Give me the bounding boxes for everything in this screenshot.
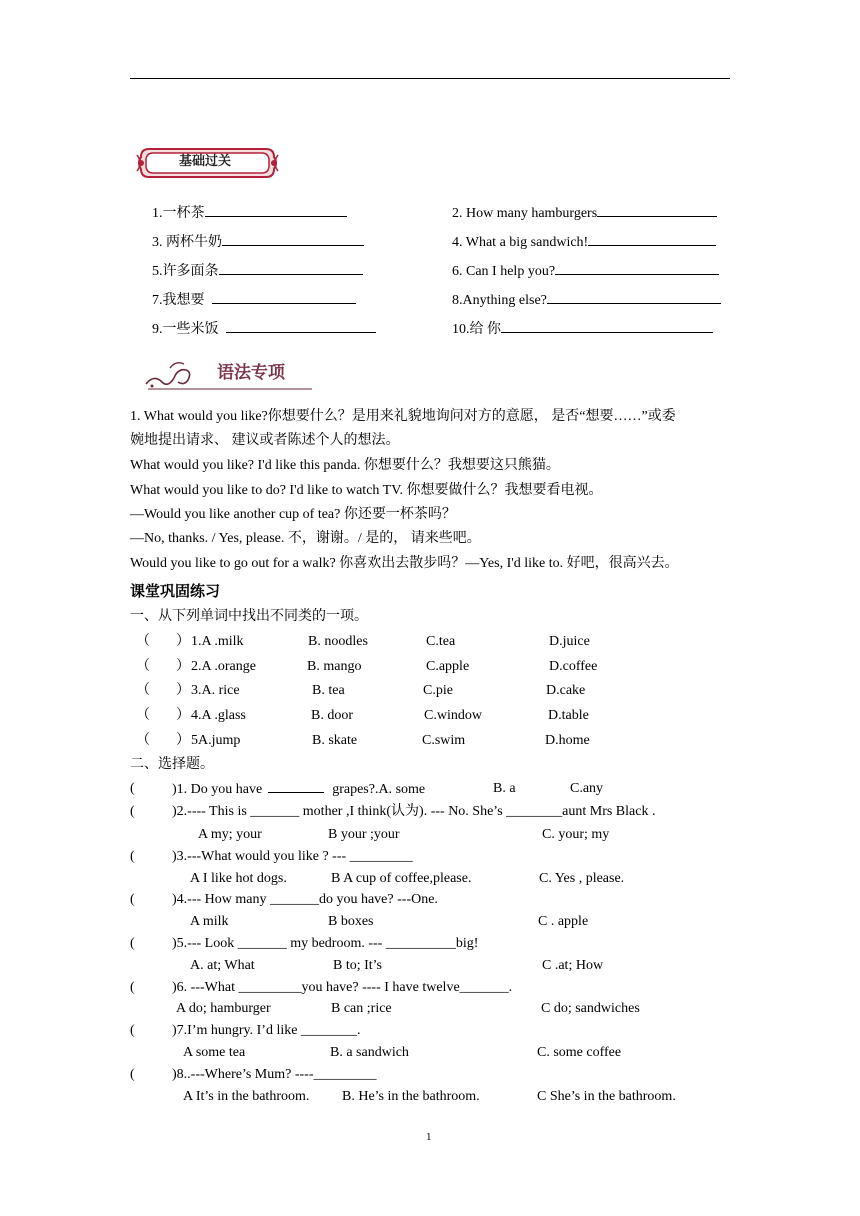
- question-text: grapes?.A. some: [332, 782, 426, 797]
- basic-item-4: [452, 233, 716, 252]
- answer-blank[interactable]: [588, 233, 716, 246]
- option-d: D.coffee: [549, 659, 598, 674]
- option-b: B to; It’s: [333, 958, 383, 973]
- question-3-text: )3.---What would you like ? --- _________: [172, 849, 413, 864]
- answer-paren-close: ）: [176, 733, 190, 748]
- answer-blank[interactable]: [555, 262, 719, 275]
- answer-blank[interactable]: [205, 204, 347, 217]
- grammar-line: What would you like? I'd like this panda. 你想要什么？我想要这只熊猫。: [130, 458, 560, 473]
- option-c: C do; sandwiches: [541, 1001, 640, 1016]
- question-text: )1. Do you have: [172, 782, 263, 797]
- answer-paren-open[interactable]: (: [130, 781, 135, 796]
- basic-item-6: [452, 262, 719, 281]
- option-c: C . apple: [538, 914, 589, 929]
- basic-item-10: [452, 320, 713, 339]
- option-b: B your ;your: [328, 827, 400, 842]
- answer-paren-close: ）: [176, 683, 190, 698]
- grammar-line: 婉地提出请求、 建议或者陈述个人的想法。: [130, 433, 400, 448]
- basic-item-3: [152, 233, 364, 252]
- option-b: B A cup of coffee,please.: [331, 871, 472, 886]
- option-c: C.tea: [426, 634, 456, 649]
- option-a: 1.A .milk: [191, 634, 244, 649]
- answer-paren-open[interactable]: (: [130, 892, 135, 907]
- section-grammar-badge: [140, 356, 315, 392]
- option-c: C.apple: [426, 659, 470, 674]
- answer-blank[interactable]: [222, 233, 364, 246]
- answer-blank[interactable]: [212, 291, 356, 304]
- option-b: B. door: [311, 708, 353, 723]
- grammar-line: —Would you like another cup of tea? 你还要一杯茶吗？: [130, 507, 456, 522]
- basic-item-7: [152, 291, 356, 310]
- section-basic-badge: [135, 141, 280, 185]
- basic-item-text: 3. 两杯牛奶: [152, 235, 222, 250]
- option-b: B can ;rice: [331, 1001, 392, 1016]
- question-6-text: )6. ---What _________you have? ---- I have twelve_______.: [172, 980, 513, 995]
- basic-item-text: 5.许多面条: [152, 264, 219, 279]
- basic-item-text: 10.给 你: [452, 322, 501, 337]
- grammar-line: —No, thanks. / Yes, please. 不，谢谢。/ 是的， 请来些吧。: [130, 531, 481, 546]
- option-c: C. your; my: [542, 827, 610, 842]
- answer-paren-close: ）: [176, 634, 190, 649]
- question-4-text: )4.--- How many _______do you have? ---One.: [172, 892, 438, 907]
- option-a: A I like hot dogs.: [190, 871, 287, 886]
- answer-paren-open[interactable]: （: [136, 634, 150, 649]
- option-a: A my; your: [198, 827, 262, 842]
- basic-item-9: [152, 320, 376, 339]
- option-b: B. noodles: [308, 634, 368, 649]
- basic-item-1: [152, 204, 347, 223]
- option-b: B boxes: [328, 914, 374, 929]
- section-basic-title: 基础过关: [179, 154, 232, 169]
- option-c: C.swim: [422, 733, 466, 748]
- option-a: A It’s in the bathroom.: [183, 1089, 310, 1104]
- question-5-text: )5.--- Look _______ my bedroom. --- __________big!: [172, 936, 479, 951]
- option-b: B. tea: [312, 683, 345, 698]
- page-number: 1: [426, 1131, 432, 1143]
- grammar-line: What would you like to do? I'd like to watch TV. 你想要做什么？我想要看电视。: [130, 483, 603, 498]
- basic-item-text: 4. What a big sandwich!: [452, 235, 589, 250]
- grammar-line: Would you like to go out for a walk? 你喜欢出去散步吗？—Yes, I'd like to. 好吧，很高兴去。: [130, 556, 679, 571]
- answer-paren-open[interactable]: (: [130, 1023, 135, 1038]
- header-rule: [130, 78, 730, 79]
- answer-paren-open[interactable]: (: [130, 980, 135, 995]
- answer-paren-close: ）: [176, 659, 190, 674]
- answer-paren-open[interactable]: （: [136, 659, 150, 674]
- option-a: 3.A. rice: [191, 683, 240, 698]
- basic-item-text: 1.一杯茶: [152, 206, 205, 221]
- option-a: A some tea: [183, 1045, 246, 1060]
- practice-title: 课堂巩固练习: [130, 584, 221, 600]
- answer-blank[interactable]: [547, 291, 721, 304]
- answer-paren-open[interactable]: (: [130, 849, 135, 864]
- basic-item-text: 2. How many hamburgers: [452, 206, 598, 221]
- option-c: C.pie: [423, 683, 453, 698]
- option-c: C She’s in the bathroom.: [537, 1089, 676, 1104]
- answer-paren-open[interactable]: (: [130, 1067, 135, 1082]
- option-c: C .at; How: [542, 958, 604, 973]
- question-1: [172, 780, 425, 799]
- grammar-line: 1. What would you like?你想要什么？是用来礼貌地询问对方的意愿， 是否“想要……”或委: [130, 409, 676, 424]
- answer-paren-open[interactable]: （: [136, 733, 150, 748]
- answer-paren-open[interactable]: （: [136, 683, 150, 698]
- basic-item-text: 6. Can I help you?: [452, 264, 556, 279]
- answer-paren-open[interactable]: (: [130, 936, 135, 951]
- option-b: B. He’s in the bathroom.: [342, 1089, 480, 1104]
- basic-item-8: [452, 291, 721, 310]
- option-c: C. Yes , please.: [539, 871, 625, 886]
- option-a: A. at; What: [190, 958, 255, 973]
- answer-blank[interactable]: [268, 780, 324, 793]
- basic-item-2: [452, 204, 717, 223]
- part2-title: 二、选择题。: [130, 757, 214, 772]
- basic-item-text: 8.Anything else?: [452, 293, 547, 308]
- question-2-text: )2.---- This is _______ mother ,I think(认为). --- No. She’s ________aunt Mrs Black .: [172, 804, 656, 819]
- option-b: B. mango: [307, 659, 362, 674]
- option-d: D.cake: [546, 683, 586, 698]
- option-b: B. skate: [312, 733, 358, 748]
- option-a: A milk: [190, 914, 229, 929]
- option-a: 5A.jump: [191, 733, 241, 748]
- option-d: D.table: [548, 708, 589, 723]
- option-a: A do; hamburger: [176, 1001, 271, 1016]
- answer-blank[interactable]: [226, 320, 376, 333]
- part1-title: 一、从下列单词中找出不同类的一项。: [130, 609, 368, 624]
- option-b: B. a sandwich: [330, 1045, 409, 1060]
- answer-blank[interactable]: [597, 204, 717, 217]
- option-c: C.window: [424, 708, 482, 723]
- question-7-text: )7.I’m hungry. I’d like ________.: [172, 1023, 361, 1038]
- option-a: 4.A .glass: [191, 708, 246, 723]
- answer-blank[interactable]: [219, 262, 363, 275]
- basic-item-5: [152, 262, 363, 281]
- option-d: D.home: [545, 733, 590, 748]
- answer-paren-open[interactable]: (: [130, 804, 135, 819]
- option-b: B. a: [493, 781, 516, 796]
- option-c: C. some coffee: [537, 1045, 622, 1060]
- option-a: 2.A .orange: [191, 659, 256, 674]
- option-d: D.juice: [549, 634, 590, 649]
- section-grammar-title: 语法专项: [217, 363, 285, 383]
- option-c: C.any: [570, 781, 604, 796]
- answer-paren-open[interactable]: （: [136, 708, 150, 723]
- question-8-text: )8..---Where’s Mum? ----_________: [172, 1067, 377, 1082]
- answer-blank[interactable]: [501, 320, 713, 333]
- answer-paren-close: ）: [176, 708, 190, 723]
- basic-item-text: 7.我想要: [152, 293, 208, 308]
- basic-item-text: 9.一些米饭: [152, 322, 222, 337]
